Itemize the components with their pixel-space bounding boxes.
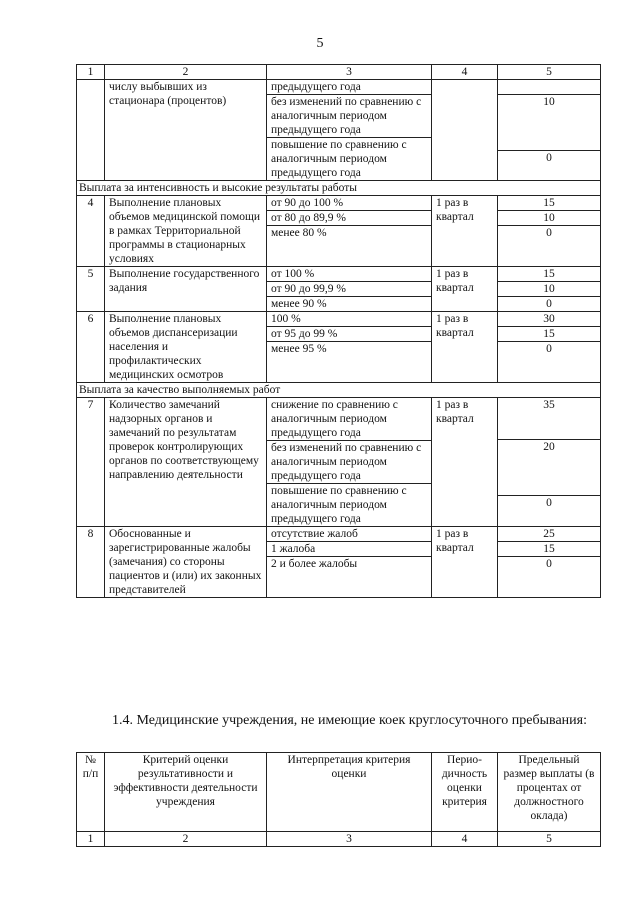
value: 30 [498, 312, 600, 327]
value: 10 [498, 211, 600, 226]
value: 10 [498, 282, 600, 297]
table-row [77, 398, 601, 527]
option-cell [267, 527, 432, 598]
table-row [77, 196, 601, 267]
table-row [77, 527, 601, 598]
period-cell: 1 раз в квартал [432, 267, 498, 312]
option-text: повышение по сравнению с аналогичным периодом предыдущего года [271, 139, 407, 179]
table-row [77, 267, 601, 312]
col-number: 3 [267, 832, 432, 847]
option-text: 1 жалоба [267, 542, 431, 557]
value: 15 [498, 196, 600, 211]
value-cell [498, 267, 601, 312]
col-number: 1 [77, 832, 105, 847]
option-text: 2 и более жалобы [271, 558, 358, 570]
column-number-row [77, 832, 601, 847]
value: 0 [546, 343, 552, 355]
option-text: от 100 % [267, 267, 431, 282]
option-text: от 95 до 99 % [267, 327, 431, 342]
option-text: менее 95 % [271, 343, 327, 355]
value: 35 [498, 398, 600, 440]
value-cell [498, 312, 601, 383]
col-number: 4 [432, 65, 498, 80]
option-text: без изменений по сравнению с аналогичным периодом предыдущего года [267, 95, 431, 138]
header-max-payment: Предельный размер выплаты (в процентах от должностного оклада) [498, 753, 601, 832]
criterion-cell: Выполнение плановых объемов диспансеризации населения и профилактических медицинских осмотров [105, 312, 267, 383]
table-row [77, 312, 601, 383]
header-number: № п/п [77, 753, 105, 832]
option-text: без изменений по сравнению с аналогичным периодом предыдущего года [267, 441, 431, 484]
period-cell: 1 раз в квартал [432, 312, 498, 383]
option-text: от 80 до 89,9 % [267, 211, 431, 226]
col-number: 4 [432, 832, 498, 847]
value: 0 [546, 227, 552, 239]
col-number: 2 [105, 65, 267, 80]
page-number: 5 [316, 36, 324, 51]
option-cell [267, 196, 432, 267]
section-title: Выплата за интенсивность и высокие результаты работы [77, 181, 601, 196]
row-number: 8 [77, 527, 105, 598]
header-criterion: Критерий оценки результативности и эффективности деятельности учреждения [105, 753, 267, 832]
section-heading: 1.4. Медицинские учреждения, не имеющие коек круглосуточного пребывания: [112, 713, 587, 728]
value-cell [498, 398, 601, 527]
value: 0 [546, 152, 552, 164]
row-number: 6 [77, 312, 105, 383]
criteria-table-header [76, 752, 601, 847]
value: 20 [498, 440, 600, 496]
col-number: 5 [498, 65, 601, 80]
row-number: 5 [77, 267, 105, 312]
value [498, 80, 600, 95]
table-row [77, 80, 601, 181]
criterion-cell: числу выбывших из стационара (процентов) [105, 80, 267, 181]
col-number: 1 [77, 65, 105, 80]
value-cell [498, 196, 601, 267]
section-title: Выплата за качество выполняемых работ [77, 383, 601, 398]
criterion-cell: Выполнение плановых объемов медицинской помощи в рамках Территориальной программы в стационарных условиях [105, 196, 267, 267]
option-text: менее 80 % [271, 227, 327, 239]
header-row [77, 753, 601, 832]
value: 15 [498, 542, 600, 557]
row-number: 4 [77, 196, 105, 267]
value-cell [498, 80, 601, 181]
value: 0 [546, 497, 552, 509]
option-text: от 90 до 99,9 % [267, 282, 431, 297]
option-cell [267, 312, 432, 383]
option-text: снижение по сравнению с аналогичным периодом предыдущего года [267, 398, 431, 441]
col-number: 2 [105, 832, 267, 847]
col-number: 5 [498, 832, 601, 847]
option-cell [267, 398, 432, 527]
section-row [77, 181, 601, 196]
value: 15 [498, 267, 600, 282]
option-text: от 90 до 100 % [267, 196, 431, 211]
option-cell [267, 80, 432, 181]
header-periodicity: Перио-дичность оценки критерия [432, 753, 498, 832]
value: 0 [546, 558, 552, 570]
option-text: отсутствие жалоб [267, 527, 431, 542]
criterion-cell: Количество замечаний надзорных органов и замечаний по результатам проверок контролирующих органов по соответствующему направлению деятельности [105, 398, 267, 527]
value-cell [498, 527, 601, 598]
column-number-row [77, 65, 601, 80]
option-text: предыдущего года [267, 80, 431, 95]
criteria-table [76, 64, 601, 598]
option-text: менее 90 % [271, 298, 327, 310]
period-cell: 1 раз в квартал [432, 398, 498, 527]
option-text: 100 % [267, 312, 431, 327]
header-interpretation: Интерпретация критерия оценки [267, 753, 432, 832]
section-row [77, 383, 601, 398]
criterion-cell: Обоснованные и зарегистрированные жалобы (замечания) со стороны пациентов и (или) их законных представителей [105, 527, 267, 598]
period-cell: 1 раз в квартал [432, 196, 498, 267]
option-text: повышение по сравнению с аналогичным периодом предыдущего года [271, 485, 407, 525]
option-cell [267, 267, 432, 312]
value: 0 [546, 298, 552, 310]
value: 25 [498, 527, 600, 542]
row-number: 7 [77, 398, 105, 527]
criterion-cell: Выполнение государственного задания [105, 267, 267, 312]
value: 10 [498, 95, 600, 151]
period-cell: 1 раз в квартал [432, 527, 498, 598]
value: 15 [498, 327, 600, 342]
col-number: 3 [267, 65, 432, 80]
